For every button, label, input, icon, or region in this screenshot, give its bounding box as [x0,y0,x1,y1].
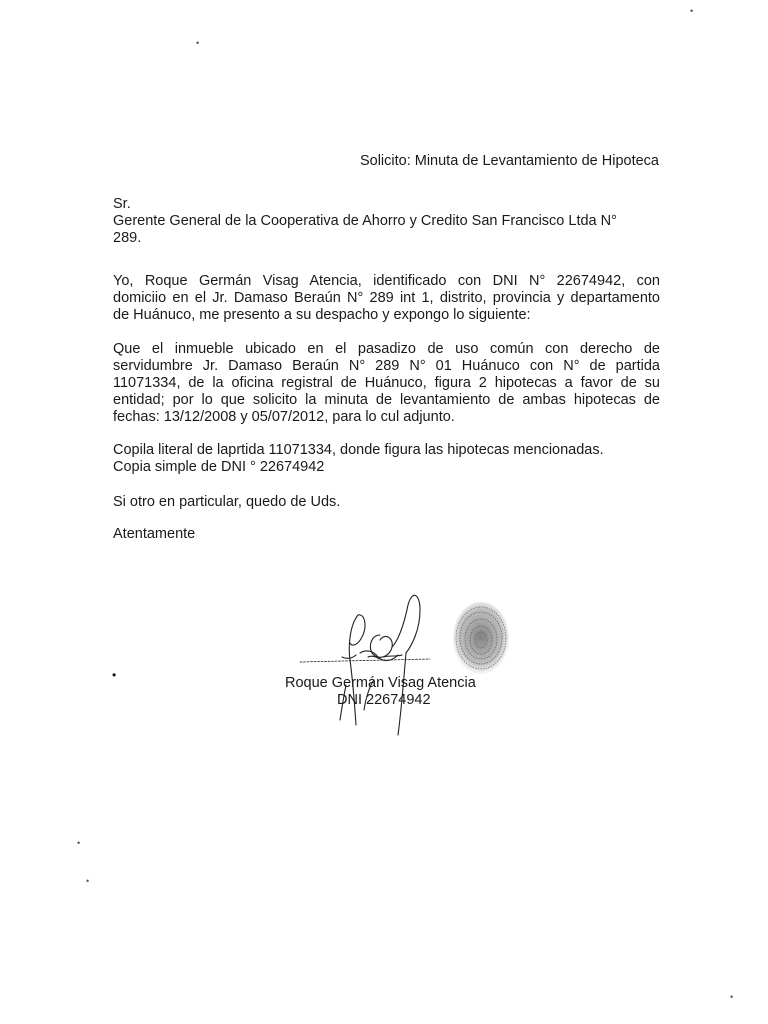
subject-line: Solicito: Minuta de Levantamiento de Hipoteca [359,153,659,169]
request-line-5: fechas: 13/12/2008 y 05/07/2012, para lo cul adjunto. [113,409,455,425]
request-line-2: servidumbre Jr. Damaso Beraún N° 289 N° 01 Huánuco con N° de partida [113,358,660,374]
signer-name: Roque Germán Visag Atencia [285,675,476,691]
intro-line-1: Yo, Roque Germán Visag Atencia, identificado con DNI N° 22674942, con [113,273,660,289]
scan-speck: • [196,38,200,48]
scan-speck: • [112,668,117,682]
attachment-item-2: Copia simple de DNI ° 22674942 [113,459,325,475]
closing-line-2: Atentamente [113,526,196,542]
attachments-list [113,442,660,476]
thumbprint-stamp [446,598,516,678]
request-paragraph [113,341,660,426]
scan-speck: • [730,992,734,1002]
signer-dni: DNI 22674942 [337,692,431,708]
intro-paragraph [113,273,660,324]
intro-line-3: de Huánuco, me presento a su despacho y expongo lo siguiente: [113,307,531,323]
scan-speck: • [690,6,694,16]
closing-line-1: Si otro en particular, quedo de Uds. [113,494,341,510]
addressee-line-2: 289. [113,230,142,246]
attachment-item-1: Copila literal de laprtida 11071334, donde figura las hipotecas mencionadas. [113,442,604,458]
request-line-3: 11071334, de la oficina registral de Huánuco, figura 2 hipotecas a favor de su [113,375,660,391]
request-line-4: entidad; por lo que solicito la minuta de levantamiento de ambas hipotecas de [113,392,660,408]
signer-block [285,675,476,709]
addressee-block [113,196,660,247]
scan-speck: • [77,838,81,848]
scan-speck: • [86,876,90,886]
addressee-line-1: Gerente General de la Cooperativa de Ahorro y Credito San Francisco Ltda N° [113,213,617,229]
intro-line-2: domiciio en el Jr. Damaso Beraún N° 289 int 1, distrito, provincia y departamento [113,290,660,306]
salutation: Sr. [113,196,131,212]
request-line-1: Que el inmueble ubicado en el pasadizo de uso común con derecho de [113,341,660,357]
